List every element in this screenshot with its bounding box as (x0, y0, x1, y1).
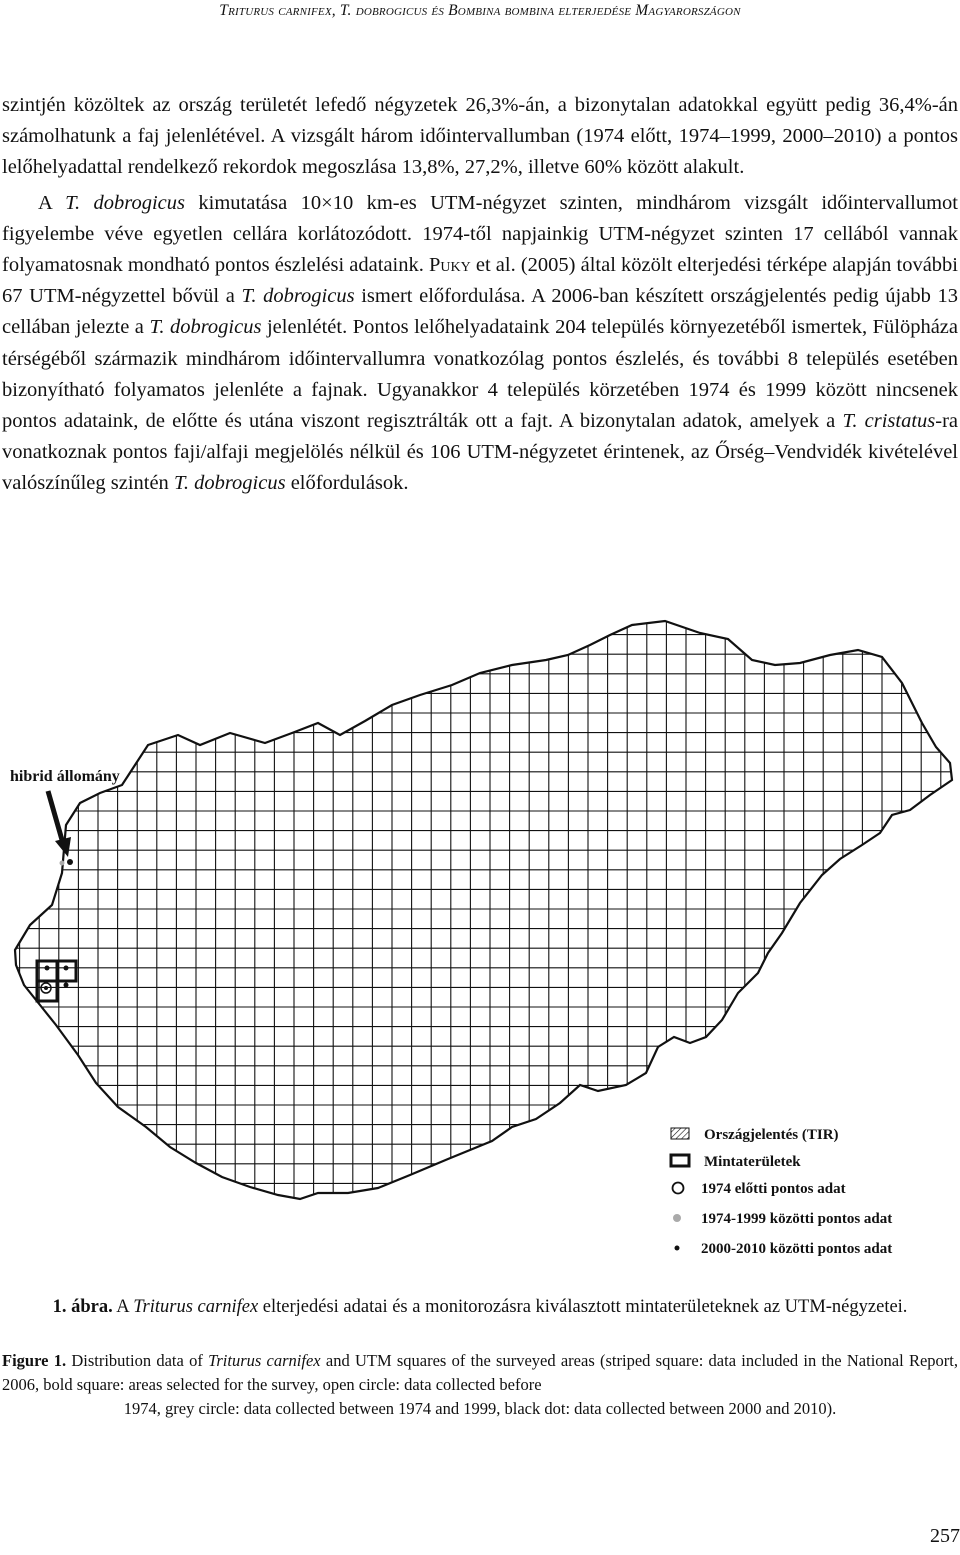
legend-grey-dot-icon (673, 1214, 681, 1222)
paragraph-2 (2, 188, 958, 500)
map-legend (671, 1127, 892, 1257)
text-run: A (38, 191, 66, 214)
text-run: and UTM squares of the surveyed areas (striped square: data included in the National Report, 2006, bold square: areas selected for the survey, open circle: data collected before (2, 1351, 958, 1394)
distribution-map (0, 615, 960, 1285)
paragraph-1: szintjén közöltek az ország területét lefedő négyzetek 26,3%-án, a bizonytalan adatokkal együtt pedig 36,4%-án számolhatunk a faj jelenlétével. A vizsgált három időintervallumban (1974 előtt, 1974–1999, 2000–2010) a pontos lelőhelyadattal rendelkező rekordok megoszlása 13,8%, 27,2%, illetve 60% között alakult. (2, 94, 958, 179)
text-run: A (112, 1297, 134, 1317)
data-dot-2000-2010 (44, 986, 48, 990)
arrow-shaft (48, 791, 64, 847)
text-run: ismert előfordulása. A 2006-ban készített országjelentés pedig újabb 13 cellában jelezte a (2, 285, 958, 339)
species-name: Triturus carnifex (208, 1351, 321, 1370)
legend-label: 1974-1999 közötti pontos adat (701, 1211, 893, 1227)
legend-label: Mintaterületek (704, 1154, 801, 1170)
species-name: T. dobrogicus (149, 316, 262, 339)
species-name: T. dobrogicus (241, 285, 355, 308)
legend-open-circle-icon (673, 1183, 684, 1194)
text-run: et al. (2005) által közölt elterjedési térképe alapján további 67 UTM-négyzettel bővül a (2, 254, 958, 308)
sample-areas (37, 961, 76, 1001)
figure-label: Figure 1. (2, 1351, 67, 1370)
text-run: elterjedési adatai és a monitorozásra kiválasztott mintaterületeknek az UTM-négyzetei. (258, 1297, 908, 1317)
sample-area-square (37, 981, 57, 1001)
data-dot-2000-2010 (67, 859, 73, 865)
text-run: előfordulások. (285, 472, 409, 495)
author-name: Puky (429, 254, 471, 277)
species-name: T. dobrogicus (173, 472, 286, 495)
figure-label: 1. ábra. (52, 1297, 113, 1317)
data-dot-1974-1999 (60, 861, 65, 866)
legend-label: 2000-2010 közötti pontos adat (701, 1241, 893, 1257)
text-run: kimutatása 10×10 km-es UTM-négyzet szinten, mindhárom vizsgált időintervallumot figyelembe véve egyetlen cellára korlátozódott. 1974-től napjainkig UTM-négyzet szinten 17 cellából vannak folyamatosnak mondható pontos észlelési adataink. (2, 191, 958, 277)
sample-area-square (37, 961, 57, 981)
page-number: 257 (930, 1525, 960, 1547)
legend-label: Országjelentés (TIR) (704, 1127, 839, 1143)
species-name: T. cristatus (842, 410, 936, 433)
text-run: Distribution data of (66, 1351, 209, 1370)
running-header: Triturus carnifex, T. dobrogicus és Bombina bombina elterjedése Magyarországon (219, 2, 741, 19)
figure-caption-english (2, 1349, 958, 1421)
text-run: 1974, grey circle: data collected between 1974 and 1999, black dot: data collected between 2000 and 2010). (123, 1399, 837, 1418)
text-run: -ra vonatkoznak pontos faji/alfaji megjelölés nélkül és 106 UTM-négyzetet érintenek, az Őrség–Vendvidék kivételével valószínűleg szintén (2, 410, 959, 495)
legend-black-dot-icon (675, 1246, 680, 1251)
legend-label: 1974 előtti pontos adat (701, 1181, 846, 1197)
species-name: Triturus carnifex (133, 1297, 259, 1317)
hungary-outline (15, 621, 952, 1199)
species-name: T. dobrogicus (65, 191, 185, 214)
hybrid-population-label: hibrid állomány (10, 768, 120, 785)
figure-caption-hungarian (20, 1293, 940, 1321)
body-text (2, 90, 958, 500)
legend-bold-square-icon (671, 1155, 689, 1166)
data-dot-2000-2010 (64, 966, 69, 971)
text-run: jelenlétét. Pontos lelőhelyadataink 204 település környezetéből ismertek, Fülöpháza térségéből származik mindhárom időintervallumra vonatkozólag pontos észlelés, és további 8 település esetében bizonyítható folyamatos jelenléte a fajnak. Ugyanakkor 4 település körzetében 1974 és 1999 között nincsenek pontos adataink, de előtte és utána viszont regisztrálták ott a fajt. A bizonytalan adatok, amelyek a (2, 316, 958, 433)
legend-hatched-square-icon (671, 1128, 689, 1139)
data-dot-2000-2010 (45, 966, 50, 971)
data-dot-2000-2010 (64, 983, 69, 988)
sample-area-square (57, 961, 76, 981)
